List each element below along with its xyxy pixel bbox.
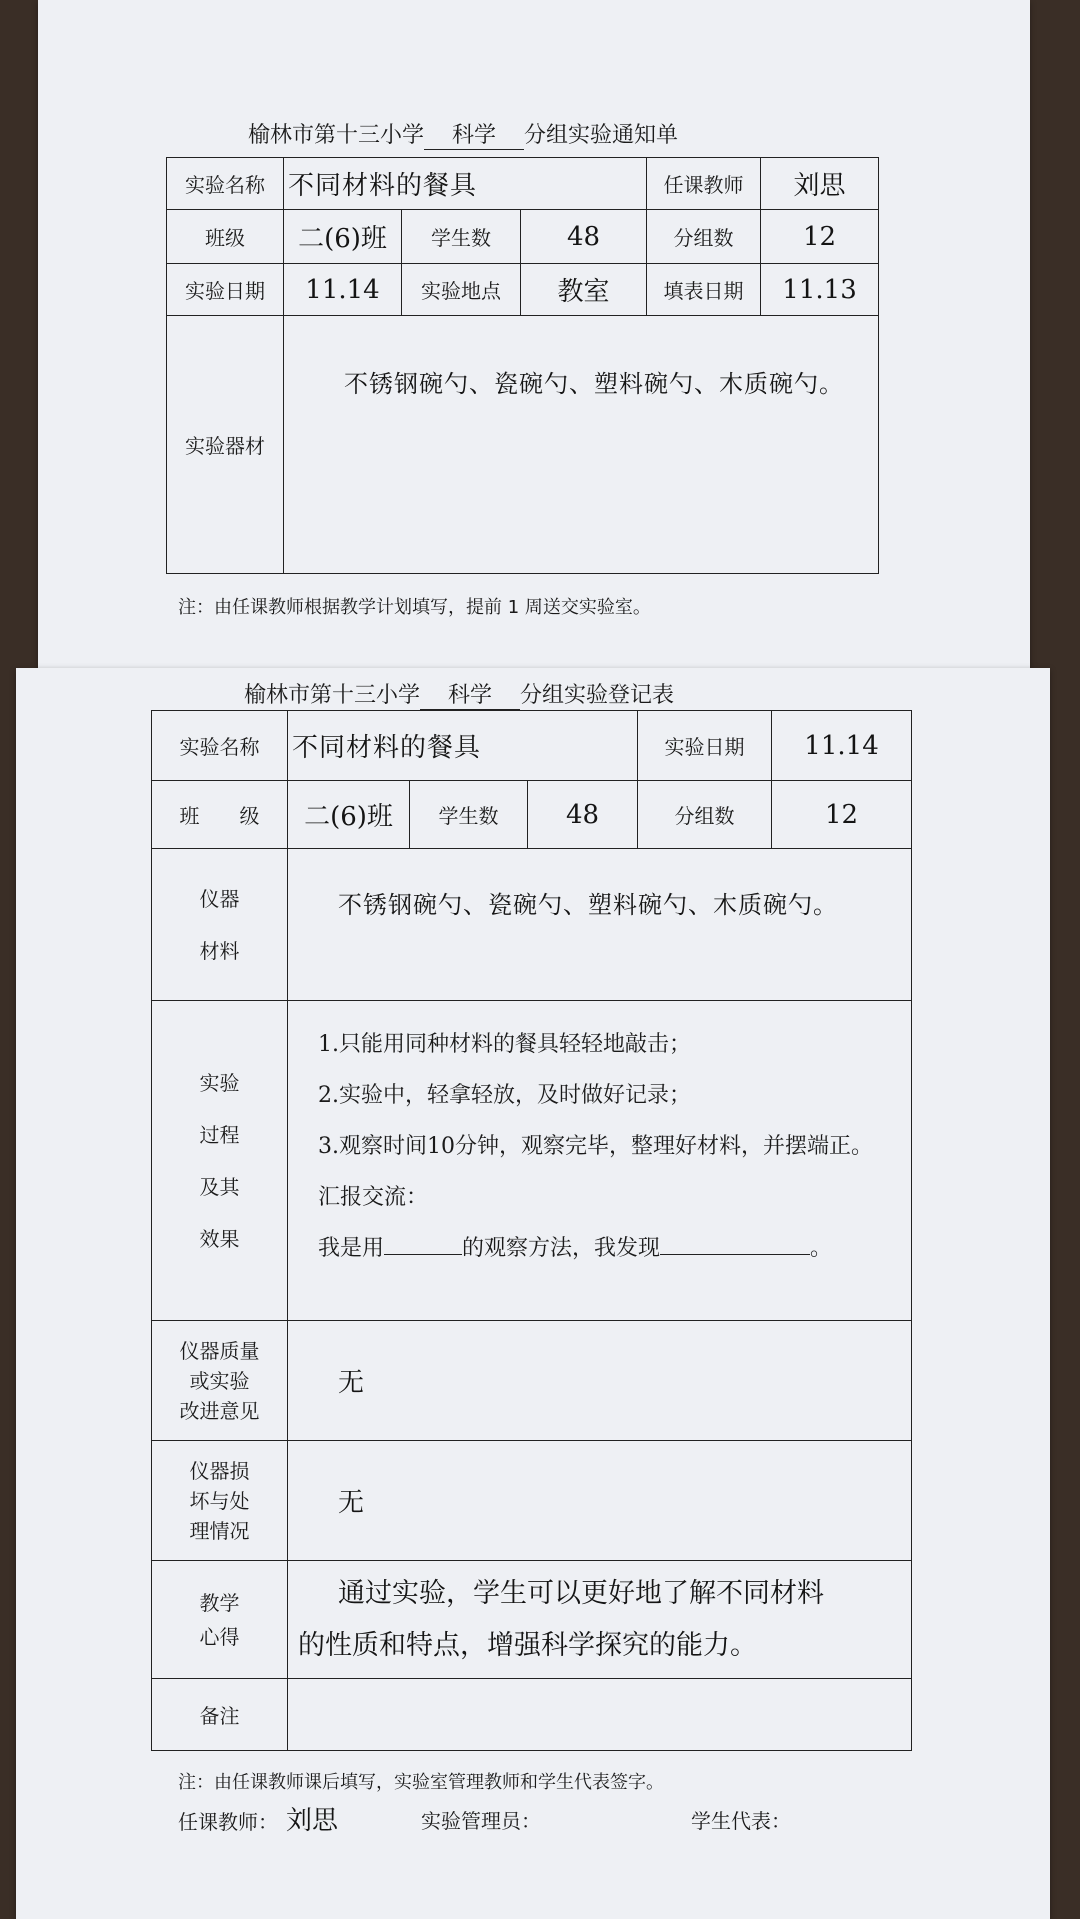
notice-sheet xyxy=(38,0,1030,668)
notice-students-value: 48 xyxy=(521,210,647,264)
record-students-value: 48 xyxy=(528,781,638,849)
record-class-value: 二(6)班 xyxy=(288,781,410,849)
record-label-class: 班 级 xyxy=(152,781,288,849)
record-damage-value: 无 xyxy=(288,1441,912,1561)
record-reflection-line-1: 通过实验，学生可以更好地了解不同材料 xyxy=(338,1577,824,1609)
record-step-fill-b: 的观察方法，我发现 xyxy=(462,1236,661,1261)
blank-line-method xyxy=(384,1254,462,1255)
notice-footnote: 注：由任课教师根据教学计划填写，提前 1 周送交实验室。 xyxy=(178,597,651,618)
sig-student xyxy=(691,1805,791,1834)
record-label-quality xyxy=(152,1321,288,1441)
record-label-reflection xyxy=(152,1561,288,1679)
record-step-4: 汇报交流： xyxy=(318,1185,429,1210)
record-title-school: 榆林市第十三小学 xyxy=(244,683,421,708)
record-date-value: 11.14 xyxy=(772,711,912,781)
record-step-fill-a: 我是用 xyxy=(318,1236,385,1261)
record-footnote: 注：由任课教师课后填写，实验室管理教师和学生代表签字。 xyxy=(178,1772,664,1793)
record-label-name: 实验名称 xyxy=(152,711,288,781)
notice-label-students: 学生数 xyxy=(402,210,521,264)
record-remarks-value xyxy=(288,1679,912,1751)
notice-title-subject: 科学 xyxy=(424,118,524,150)
notice-label-place: 实验地点 xyxy=(402,264,521,316)
record-label-process-1: 实验 xyxy=(199,1070,240,1095)
record-step-3: 3.观察时间10分钟，观察完毕，整理好材料，并摆端正。 xyxy=(318,1134,873,1159)
sig-admin xyxy=(421,1805,541,1834)
record-process-value xyxy=(288,1001,912,1321)
record-quality-value: 无 xyxy=(288,1321,912,1441)
notice-place-value: 教室 xyxy=(521,264,647,316)
record-label-date: 实验日期 xyxy=(638,711,772,781)
notice-teacher-value: 刘思 xyxy=(761,158,879,210)
record-label-process xyxy=(152,1001,288,1321)
record-sheet xyxy=(16,668,1050,1919)
sig-teacher-label: 任课教师： xyxy=(178,1810,278,1834)
record-label-damage-1: 仪器损 xyxy=(189,1458,250,1483)
record-label-process-2: 过程 xyxy=(199,1122,240,1147)
notice-label-date: 实验日期 xyxy=(167,264,284,316)
notice-label-groups: 分组数 xyxy=(647,210,761,264)
record-label-damage xyxy=(152,1441,288,1561)
record-label-damage-2: 坏与处 xyxy=(189,1488,250,1513)
record-label-materials-1: 仪器 xyxy=(199,886,240,911)
record-label-quality-2: 或实验 xyxy=(189,1368,250,1393)
notice-label-class: 班级 xyxy=(167,210,284,264)
notice-date-value: 11.14 xyxy=(284,264,402,316)
record-reflection-line-2: 的性质和特点，增强科学探究的能力。 xyxy=(298,1629,757,1661)
record-step-2: 2.实验中，轻拿轻放，及时做好记录； xyxy=(318,1083,691,1108)
notice-label-teacher: 任课教师 xyxy=(647,158,761,210)
record-title xyxy=(244,678,674,710)
sig-admin-label: 实验管理员： xyxy=(421,1809,541,1833)
notice-class-value: 二(6)班 xyxy=(284,210,402,264)
record-reflection-value xyxy=(288,1561,912,1679)
notice-title-school: 榆林市第十三小学 xyxy=(248,123,425,148)
record-label-materials-2: 材料 xyxy=(199,938,240,963)
notice-label-fill-date: 填表日期 xyxy=(647,264,761,316)
sig-student-label: 学生代表： xyxy=(691,1809,791,1833)
blank-line-finding xyxy=(660,1254,810,1255)
sig-teacher-value: 刘思 xyxy=(286,1806,339,1836)
record-label-process-4: 效果 xyxy=(199,1226,240,1251)
notice-label-equipment: 实验器材 xyxy=(167,316,284,574)
record-label-materials xyxy=(152,849,288,1001)
record-label-quality-1: 仪器质量 xyxy=(179,1338,260,1363)
record-table xyxy=(151,710,912,1751)
record-step-fill-end: 。 xyxy=(810,1236,833,1261)
record-step-1: 1.只能用同种材料的餐具轻轻地敲击； xyxy=(318,1032,691,1057)
record-groups-value: 12 xyxy=(772,781,912,849)
record-materials-value: 不锈钢碗勺、瓷碗勺、塑料碗勺、木质碗勺。 xyxy=(288,849,912,1001)
record-label-quality-3: 改进意见 xyxy=(179,1398,260,1423)
record-label-remarks: 备注 xyxy=(152,1679,288,1751)
record-label-reflection-2: 心得 xyxy=(199,1624,240,1649)
notice-name-value: 不同材料的餐具 xyxy=(284,158,647,210)
record-label-groups: 分组数 xyxy=(638,781,772,849)
notice-groups-value: 12 xyxy=(761,210,879,264)
record-label-process-3: 及其 xyxy=(199,1174,240,1199)
notice-equipment-value: 不锈钢碗勺、瓷碗勺、塑料碗勺、木质碗勺。 xyxy=(284,316,879,574)
record-title-suffix: 分组实验登记表 xyxy=(520,683,675,708)
record-title-subject: 科学 xyxy=(420,678,520,710)
notice-title xyxy=(248,118,678,150)
notice-title-suffix: 分组实验通知单 xyxy=(524,123,679,148)
record-label-students: 学生数 xyxy=(410,781,528,849)
record-label-damage-3: 理情况 xyxy=(189,1518,250,1543)
notice-table xyxy=(166,157,879,574)
record-step-fill xyxy=(318,1223,901,1274)
notice-fill-date-value: 11.13 xyxy=(761,264,879,316)
record-label-reflection-1: 教学 xyxy=(199,1590,240,1615)
sig-teacher xyxy=(178,1800,338,1837)
record-name-value: 不同材料的餐具 xyxy=(288,711,638,781)
notice-label-name: 实验名称 xyxy=(167,158,284,210)
